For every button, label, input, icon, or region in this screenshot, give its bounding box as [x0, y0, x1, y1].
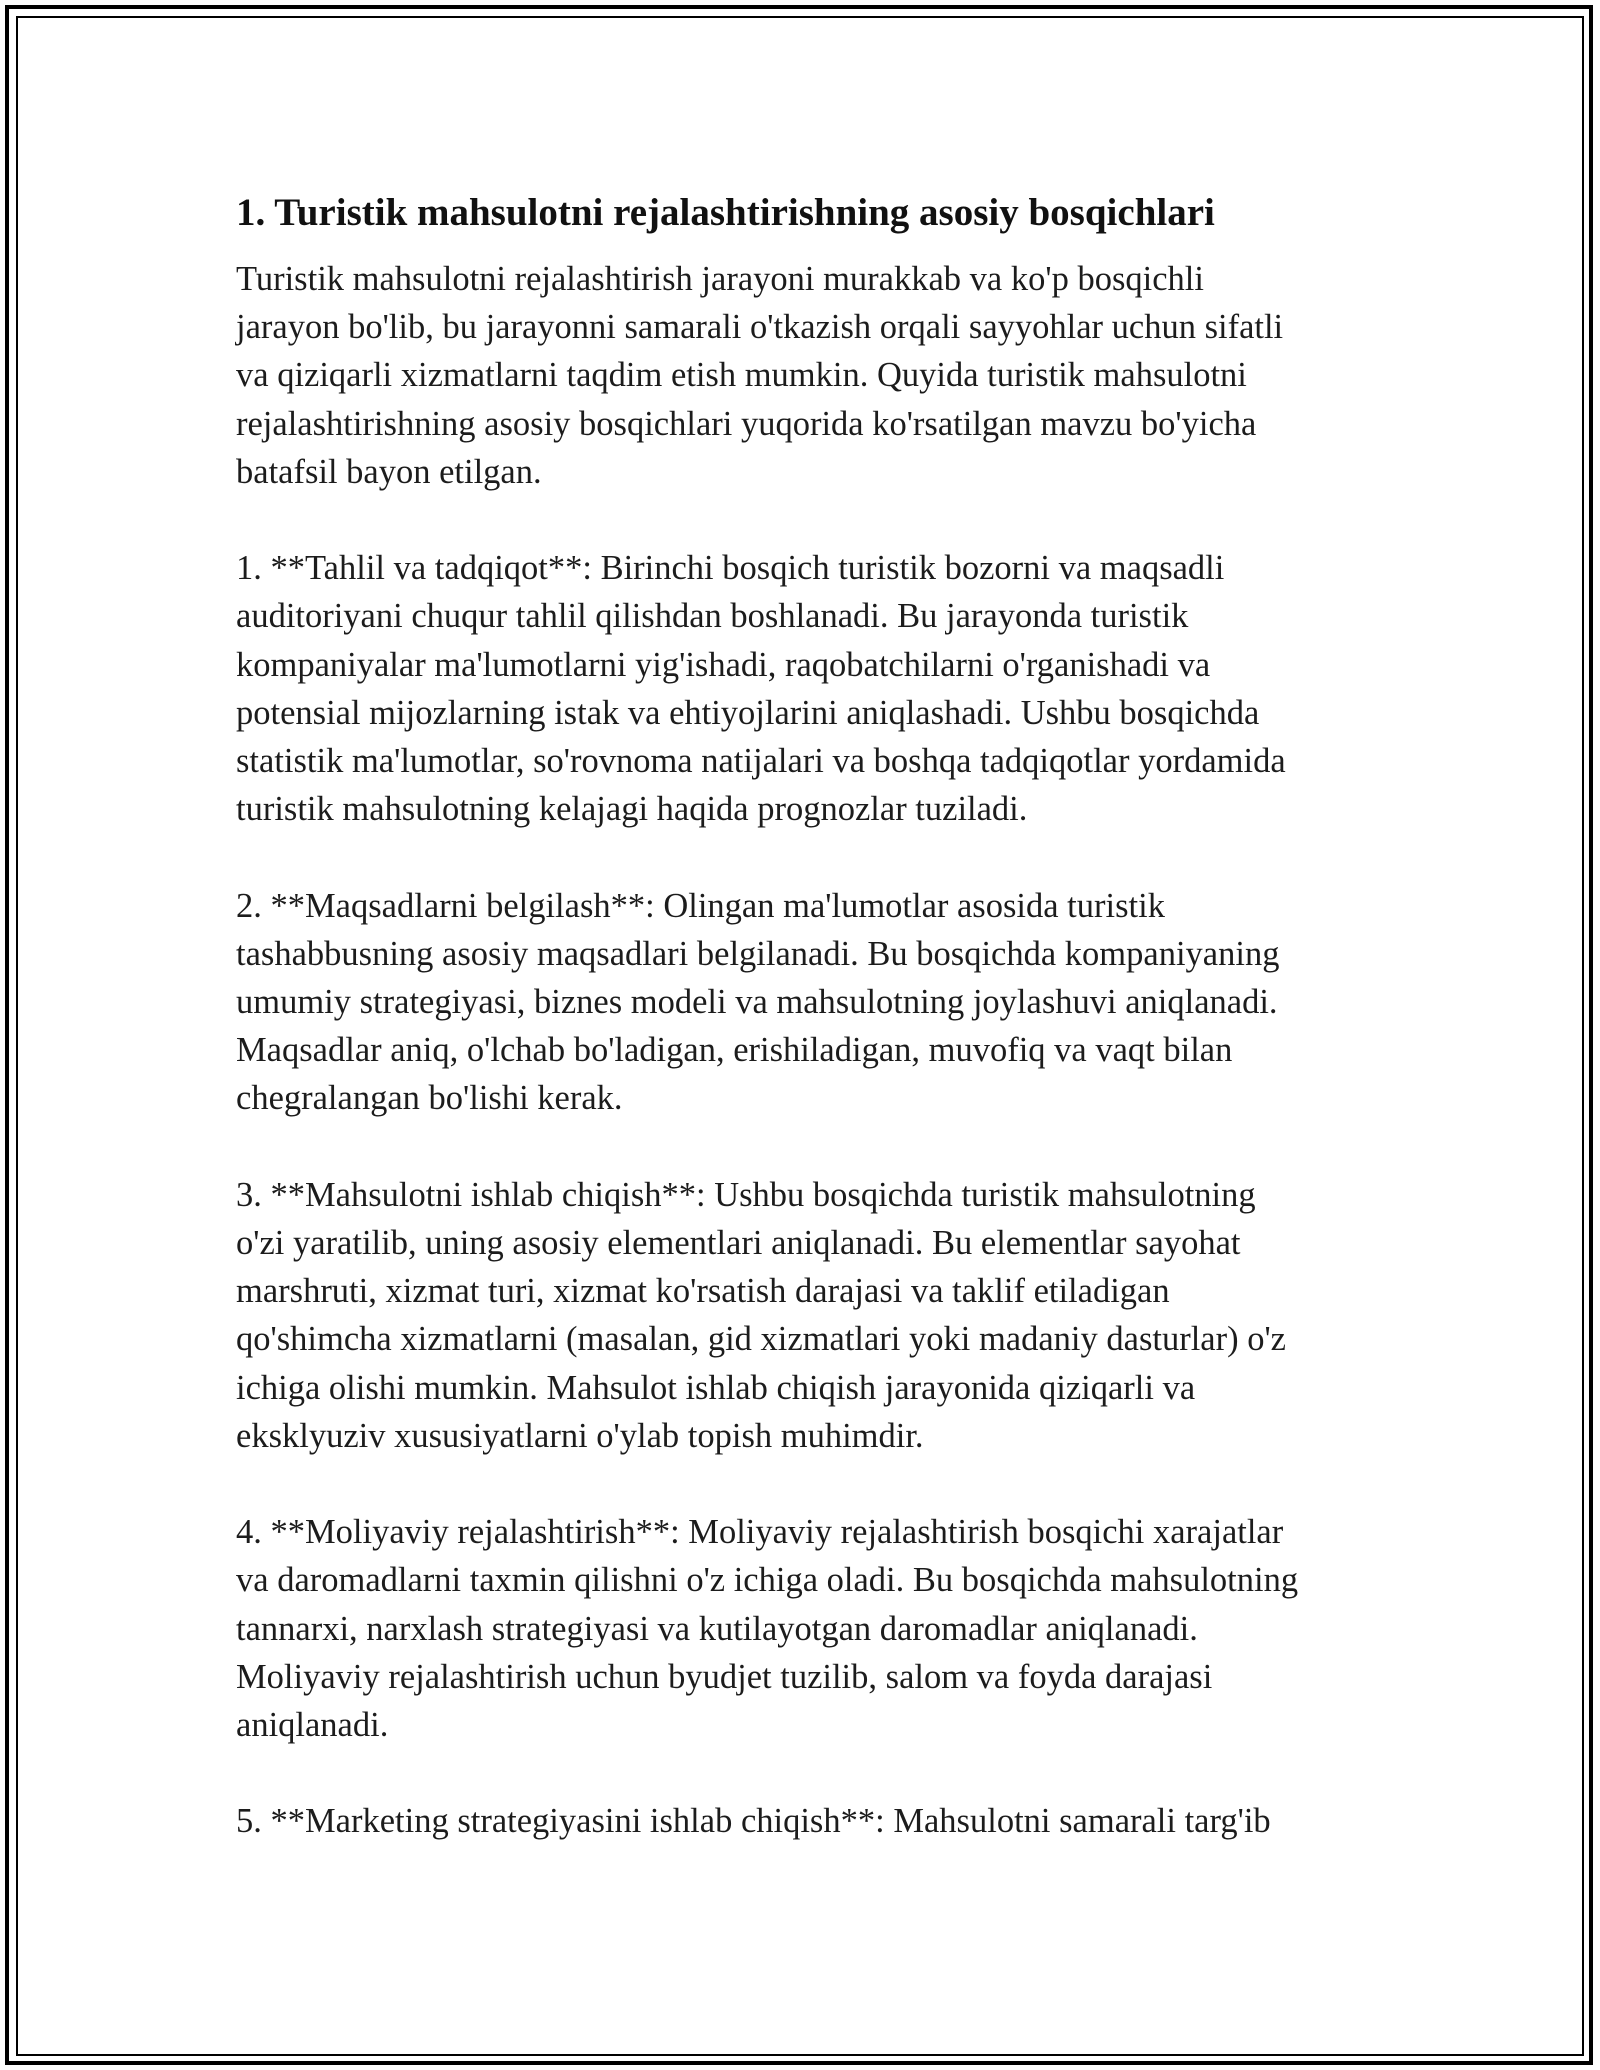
- text-line: 5. **Marketing strategiyasini ishlab chiqish**: Mahsulotni samarali targ'ib: [236, 1802, 1271, 1841]
- text-line: 2. **Maqsadlarni belgilash**: Olingan ma'lumotlar asosida turistik: [236, 886, 1165, 925]
- text-line: chegralangan bo'lishi kerak.: [236, 1079, 623, 1118]
- text-line: Moliyaviy rejalashtirish uchun byudjet tuzilib, salom va foyda darajasi: [236, 1657, 1213, 1696]
- text-line: marshruti, xizmat turi, xizmat ko'rsatish darajasi va taklif etiladigan: [236, 1272, 1170, 1311]
- text-line: va qiziqarli xizmatlarni taqdim etish mumkin. Quyida turistik mahsulotni: [236, 356, 1247, 395]
- text-line: ichiga olishi mumkin. Mahsulot ishlab chiqish jarayonida qiziqarli va: [236, 1368, 1196, 1407]
- paragraph: [236, 882, 1396, 1123]
- text-line: o'zi yaratilib, uning asosiy elementlari aniqlanadi. Bu elementlar sayohat: [236, 1224, 1241, 1263]
- text-line: statistik ma'lumotlar, so'rovnoma natijalari va boshqa tadqiqotlar yordamida: [236, 742, 1286, 781]
- text-line: kompaniyalar ma'lumotlarni yig'ishadi, raqobatchilarni o'rganishadi va: [236, 645, 1211, 684]
- text-line: va daromadlarni taxmin qilishni o'z ichiga oladi. Bu bosqichda mahsulotning: [236, 1561, 1299, 1600]
- text-line: batafsil bayon etilgan.: [236, 452, 542, 491]
- text-line: 3. **Mahsulotni ishlab chiqish**: Ushbu bosqichda turistik mahsulotning: [236, 1175, 1256, 1214]
- text-line: potensial mijozlarning istak va ehtiyojlarini aniqlashadi. Ushbu bosqichda: [236, 693, 1260, 732]
- text-line: tashabbusning asosiy maqsadlari belgilanadi. Bu bosqichda kompaniyaning: [236, 934, 1280, 973]
- text-line: aniqlanadi.: [236, 1706, 389, 1745]
- text-line: 1. **Tahlil va tadqiqot**: Birinchi bosqich turistik bozorni va maqsadli: [236, 549, 1225, 588]
- paragraph: [236, 1171, 1396, 1460]
- paragraph-list: [236, 255, 1396, 1846]
- document-title: 1. Turistik mahsulotni rejalashtirishning asosiy bosqichlari: [236, 191, 1215, 234]
- document-body: [236, 187, 1396, 1894]
- text-line: rejalashtirishning asosiy bosqichlari yuqorida ko'rsatilgan mavzu bo'yicha: [236, 404, 1257, 443]
- paragraph: [236, 255, 1396, 496]
- paragraph: [236, 1797, 1396, 1845]
- paragraph: [236, 1508, 1396, 1749]
- text-line: eksklyuziv xususiyatlarni o'ylab topish muhimdir.: [236, 1416, 924, 1455]
- text-line: Turistik mahsulotni rejalashtirish jarayoni murakkab va ko'p bosqichli: [236, 260, 1204, 298]
- text-line: tannarxi, narxlash strategiyasi va kutilayotgan daromadlar aniqlanadi.: [236, 1609, 1198, 1648]
- text-line: jarayon bo'lib, bu jarayonni samarali o'tkazish orqali sayyohlar uchun sifatli: [236, 308, 1284, 347]
- text-line: turistik mahsulotning kelajagi haqida prognozlar tuziladi.: [236, 790, 1028, 829]
- paragraph: [236, 544, 1396, 833]
- text-line: Maqsadlar aniq, o'lchab bo'ladigan, erishiladigan, muvofiq va vaqt bilan: [236, 1031, 1233, 1070]
- text-line: auditoriyani chuqur tahlil qilishdan boshlanadi. Bu jarayonda turistik: [236, 597, 1189, 636]
- text-line: 4. **Moliyaviy rejalashtirish**: Moliyaviy rejalashtirish bosqichi xarajatlar: [236, 1513, 1284, 1552]
- text-line: qo'shimcha xizmatlarni (masalan, gid xizmatlari yoki madaniy dasturlar) o'z: [236, 1320, 1286, 1359]
- text-line: umumiy strategiyasi, biznes modeli va mahsulotning joylashuvi aniqlanadi.: [236, 983, 1278, 1022]
